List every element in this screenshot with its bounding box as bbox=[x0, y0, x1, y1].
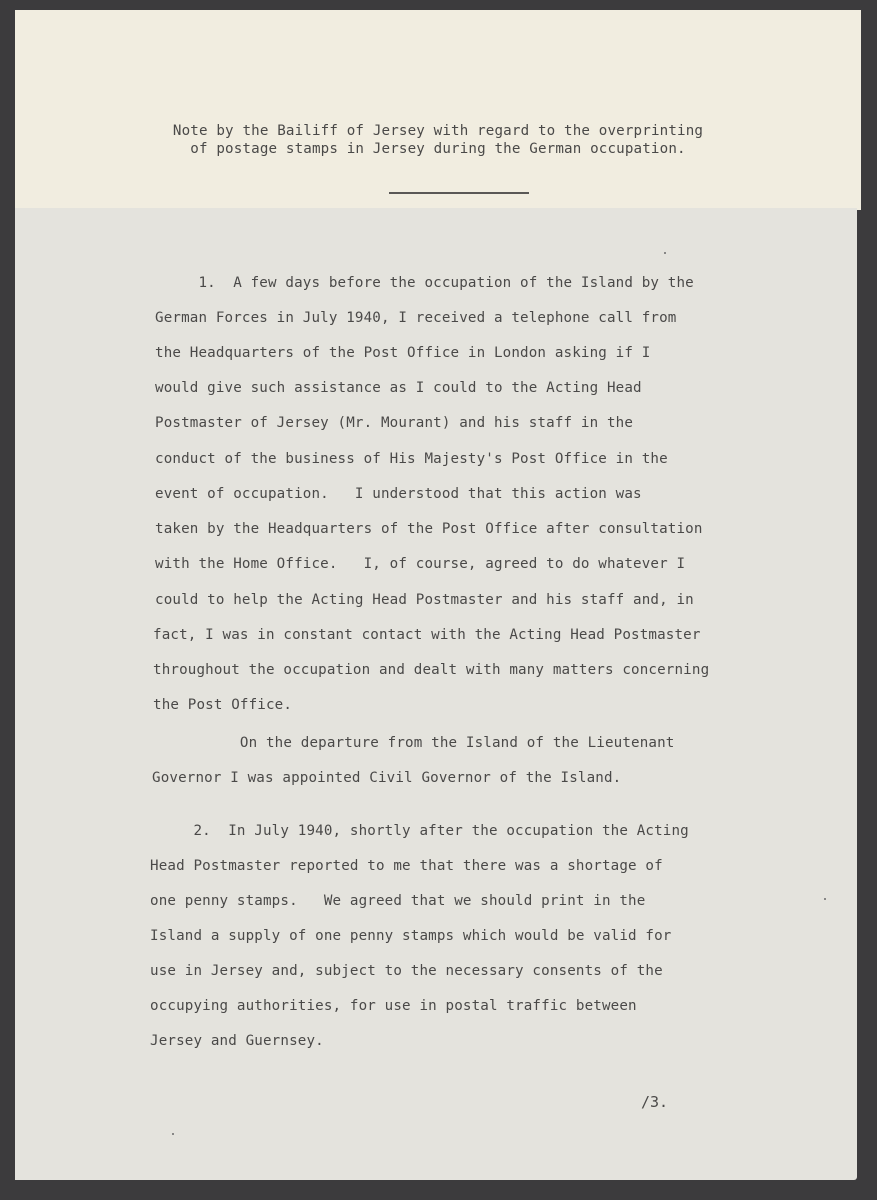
paragraph-1-line: conduct of the business of His Majesty's Post Office in the bbox=[155, 451, 668, 467]
paragraph-2-line: one penny stamps. We agreed that we should print in the bbox=[150, 893, 646, 909]
paper-speck bbox=[824, 898, 826, 900]
paragraph-2-line: 2. In July 1940, shortly after the occupation the Acting bbox=[150, 823, 689, 839]
paragraph-1b-line: On the departure from the Island of the Lieutenant bbox=[153, 735, 675, 751]
paragraph-1-line: event of occupation. I understood that this action was bbox=[155, 486, 642, 502]
title-slip bbox=[15, 10, 861, 210]
paragraph-1-line: fact, I was in constant contact with the Acting Head Postmaster bbox=[153, 627, 701, 643]
paragraph-1-line: the Headquarters of the Post Office in London asking if I bbox=[155, 345, 651, 361]
paragraph-1-line: with the Home Office. I, of course, agreed to do whatever I bbox=[155, 556, 686, 572]
paper-speck bbox=[664, 252, 666, 254]
paragraph-2-line: Head Postmaster reported to me that there was a shortage of bbox=[150, 858, 663, 874]
paragraph-1-line: German Forces in July 1940, I received a telephone call from bbox=[155, 310, 677, 326]
paragraph-1-line: throughout the occupation and dealt with many matters concerning bbox=[153, 662, 710, 678]
paragraph-1-line: Postmaster of Jersey (Mr. Mourant) and his staff in the bbox=[155, 415, 634, 431]
document-title-line-1: Note by the Bailiff of Jersey with regard to the overprinting bbox=[172, 123, 704, 139]
paragraph-1-line: 1. A few days before the occupation of the Island by the bbox=[155, 275, 694, 291]
paper-speck bbox=[172, 1133, 174, 1135]
paragraph-1-line: could to help the Acting Head Postmaster and his staff and, in bbox=[155, 592, 694, 608]
paragraph-1-line: the Post Office. bbox=[153, 697, 293, 713]
continuation-page-reference: /3. bbox=[641, 1093, 669, 1111]
title-underline-rule bbox=[389, 192, 529, 194]
paragraph-2-line: Jersey and Guernsey. bbox=[150, 1033, 324, 1049]
paragraph-1-line: would give such assistance as I could to the Acting Head bbox=[155, 380, 642, 396]
document-title-line-2: of postage stamps in Jersey during the German occupation. bbox=[190, 141, 686, 157]
paragraph-1b-line: Governor I was appointed Civil Governor of the Island. bbox=[152, 770, 622, 786]
paragraph-1-line: taken by the Headquarters of the Post Office after consultation bbox=[155, 521, 703, 537]
paragraph-2-line: occupying authorities, for use in postal traffic between bbox=[150, 998, 637, 1014]
paragraph-2-line: Island a supply of one penny stamps which would be valid for bbox=[150, 928, 672, 944]
paragraph-2-line: use in Jersey and, subject to the necessary consents of the bbox=[150, 963, 663, 979]
